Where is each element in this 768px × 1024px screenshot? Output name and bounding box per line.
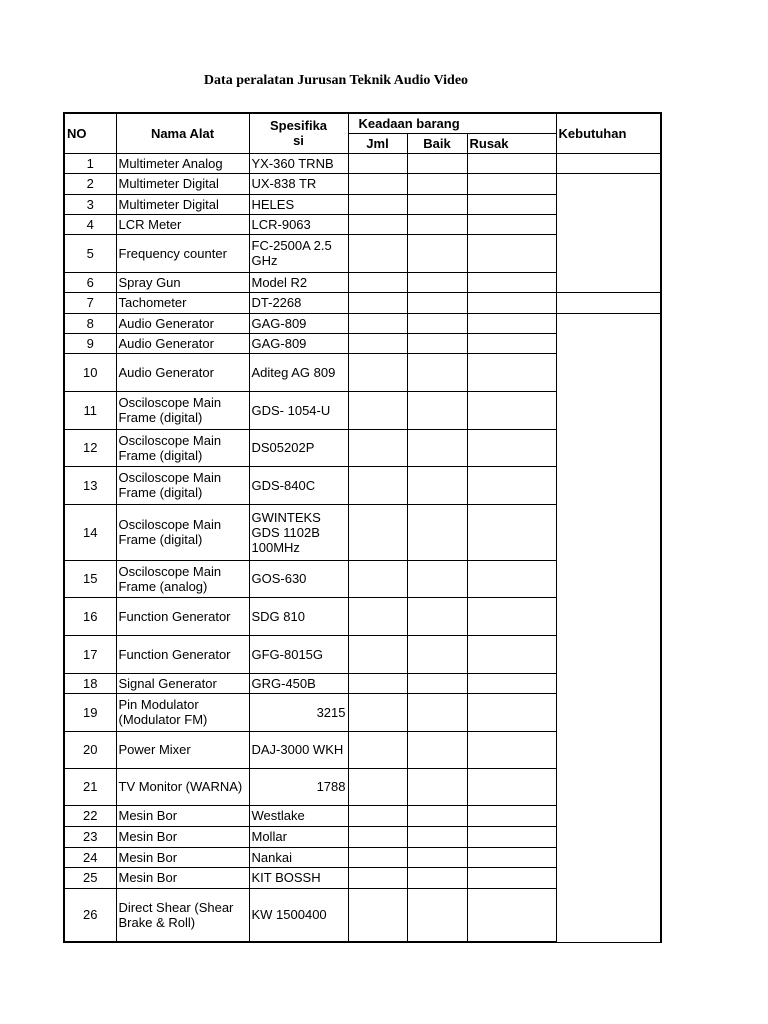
cell-rusak <box>467 731 556 768</box>
cell-no: 11 <box>64 391 116 429</box>
cell-spesifikasi: 1788 <box>249 768 348 805</box>
cell-baik <box>407 214 467 234</box>
cell-rusak <box>467 673 556 693</box>
cell-spesifikasi: DAJ-3000 WKH <box>249 731 348 768</box>
cell-nama-alat: Power Mixer <box>116 731 249 768</box>
cell-nama-alat: Tachometer <box>116 292 249 313</box>
header-jml: Jml <box>348 133 407 153</box>
cell-nama-alat: Multimeter Digital <box>116 194 249 214</box>
cell-nama-alat: Osciloscope Main Frame (digital) <box>116 504 249 560</box>
cell-no: 1 <box>64 153 116 173</box>
cell-nama-alat: Osciloscope Main Frame (analog) <box>116 560 249 597</box>
cell-rusak <box>467 313 556 333</box>
cell-jml <box>348 173 407 194</box>
table-row <box>64 173 661 194</box>
cell-rusak <box>467 826 556 847</box>
cell-jml <box>348 313 407 333</box>
cell-rusak <box>467 693 556 731</box>
cell-baik <box>407 429 467 466</box>
cell-no: 16 <box>64 597 116 635</box>
cell-jml <box>348 214 407 234</box>
cell-no: 24 <box>64 847 116 867</box>
cell-spesifikasi: FC-2500A 2.5 GHz <box>249 234 348 272</box>
cell-jml <box>348 731 407 768</box>
cell-no: 13 <box>64 466 116 504</box>
cell-rusak <box>467 504 556 560</box>
cell-no: 5 <box>64 234 116 272</box>
cell-spesifikasi: GAG-809 <box>249 313 348 333</box>
cell-spesifikasi: 3215 <box>249 693 348 731</box>
cell-rusak <box>467 429 556 466</box>
cell-rusak <box>467 173 556 194</box>
cell-no: 20 <box>64 731 116 768</box>
cell-nama-alat: Direct Shear (Shear Brake & Roll) <box>116 888 249 942</box>
cell-baik <box>407 333 467 353</box>
cell-baik <box>407 826 467 847</box>
cell-jml <box>348 272 407 292</box>
cell-spesifikasi: Westlake <box>249 805 348 826</box>
cell-jml <box>348 466 407 504</box>
cell-rusak <box>467 805 556 826</box>
cell-jml <box>348 333 407 353</box>
cell-spesifikasi: LCR-9063 <box>249 214 348 234</box>
cell-no: 2 <box>64 173 116 194</box>
cell-baik <box>407 693 467 731</box>
cell-rusak <box>467 847 556 867</box>
cell-baik <box>407 597 467 635</box>
cell-nama-alat: Multimeter Analog <box>116 153 249 173</box>
cell-jml <box>348 693 407 731</box>
cell-no: 10 <box>64 353 116 391</box>
cell-no: 25 <box>64 867 116 888</box>
header-spesifikasi: Spesifika si <box>249 113 348 153</box>
cell-kebutuhan <box>556 173 661 292</box>
cell-spesifikasi: Aditeg AG 809 <box>249 353 348 391</box>
cell-baik <box>407 153 467 173</box>
cell-jml <box>348 391 407 429</box>
cell-spesifikasi: DT-2268 <box>249 292 348 313</box>
cell-rusak <box>467 768 556 805</box>
cell-nama-alat: Mesin Bor <box>116 847 249 867</box>
cell-nama-alat: Signal Generator <box>116 673 249 693</box>
cell-rusak <box>467 560 556 597</box>
cell-nama-alat: LCR Meter <box>116 214 249 234</box>
cell-rusak <box>467 888 556 942</box>
cell-no: 19 <box>64 693 116 731</box>
cell-baik <box>407 504 467 560</box>
cell-baik <box>407 173 467 194</box>
header-keadaan-barang: Keadaan barang <box>348 113 556 133</box>
cell-baik <box>407 272 467 292</box>
cell-spesifikasi: Nankai <box>249 847 348 867</box>
cell-jml <box>348 429 407 466</box>
cell-spesifikasi: HELES <box>249 194 348 214</box>
cell-baik <box>407 635 467 673</box>
cell-jml <box>348 867 407 888</box>
cell-nama-alat: Osciloscope Main Frame (digital) <box>116 466 249 504</box>
cell-spesifikasi: KW 1500400 <box>249 888 348 942</box>
cell-baik <box>407 234 467 272</box>
cell-nama-alat: Audio Generator <box>116 333 249 353</box>
cell-jml <box>348 847 407 867</box>
cell-rusak <box>467 272 556 292</box>
cell-baik <box>407 560 467 597</box>
cell-jml <box>348 194 407 214</box>
cell-spesifikasi: GAG-809 <box>249 333 348 353</box>
cell-no: 8 <box>64 313 116 333</box>
cell-kebutuhan <box>556 153 661 173</box>
header-kebutuhan: Kebutuhan <box>556 113 661 153</box>
cell-rusak <box>467 353 556 391</box>
cell-nama-alat: Function Generator <box>116 597 249 635</box>
cell-no: 23 <box>64 826 116 847</box>
cell-nama-alat: Frequency counter <box>116 234 249 272</box>
cell-baik <box>407 888 467 942</box>
cell-spesifikasi: GFG-8015G <box>249 635 348 673</box>
cell-no: 18 <box>64 673 116 693</box>
cell-no: 6 <box>64 272 116 292</box>
cell-no: 22 <box>64 805 116 826</box>
cell-nama-alat: Function Generator <box>116 635 249 673</box>
cell-baik <box>407 466 467 504</box>
cell-no: 9 <box>64 333 116 353</box>
cell-nama-alat: Osciloscope Main Frame (digital) <box>116 429 249 466</box>
cell-spesifikasi: DS05202P <box>249 429 348 466</box>
cell-no: 14 <box>64 504 116 560</box>
cell-rusak <box>467 635 556 673</box>
cell-rusak <box>467 153 556 173</box>
cell-jml <box>348 826 407 847</box>
cell-jml <box>348 673 407 693</box>
cell-spesifikasi: Mollar <box>249 826 348 847</box>
cell-rusak <box>467 214 556 234</box>
cell-nama-alat: Mesin Bor <box>116 805 249 826</box>
cell-no: 4 <box>64 214 116 234</box>
cell-jml <box>348 292 407 313</box>
cell-baik <box>407 673 467 693</box>
cell-rusak <box>467 333 556 353</box>
cell-nama-alat: Mesin Bor <box>116 826 249 847</box>
cell-spesifikasi: GDS- 1054-U <box>249 391 348 429</box>
header-nama-alat: Nama Alat <box>116 113 249 153</box>
cell-spesifikasi: SDG 810 <box>249 597 348 635</box>
cell-no: 17 <box>64 635 116 673</box>
cell-rusak <box>467 466 556 504</box>
cell-baik <box>407 847 467 867</box>
cell-rusak <box>467 867 556 888</box>
cell-baik <box>407 194 467 214</box>
cell-jml <box>348 597 407 635</box>
cell-no: 15 <box>64 560 116 597</box>
cell-nama-alat: Osciloscope Main Frame (digital) <box>116 391 249 429</box>
cell-nama-alat: Multimeter Digital <box>116 173 249 194</box>
equipment-table <box>63 112 662 943</box>
cell-spesifikasi: UX-838 TR <box>249 173 348 194</box>
cell-rusak <box>467 597 556 635</box>
cell-kebutuhan <box>556 313 661 942</box>
cell-no: 12 <box>64 429 116 466</box>
cell-spesifikasi: Model R2 <box>249 272 348 292</box>
cell-no: 21 <box>64 768 116 805</box>
cell-kebutuhan <box>556 292 661 313</box>
header-no: NO <box>64 113 116 153</box>
cell-jml <box>348 805 407 826</box>
cell-jml <box>348 635 407 673</box>
cell-baik <box>407 292 467 313</box>
cell-baik <box>407 805 467 826</box>
cell-baik <box>407 313 467 333</box>
table-row <box>64 153 661 173</box>
cell-jml <box>348 153 407 173</box>
cell-baik <box>407 391 467 429</box>
cell-nama-alat: TV Monitor (WARNA) <box>116 768 249 805</box>
cell-jml <box>348 768 407 805</box>
cell-nama-alat: Audio Generator <box>116 353 249 391</box>
cell-jml <box>348 234 407 272</box>
page-title: Data peralatan Jurusan Teknik Audio Video <box>203 73 469 88</box>
cell-spesifikasi: KIT BOSSH <box>249 867 348 888</box>
cell-rusak <box>467 292 556 313</box>
cell-spesifikasi: GOS-630 <box>249 560 348 597</box>
cell-rusak <box>467 391 556 429</box>
cell-baik <box>407 867 467 888</box>
cell-no: 7 <box>64 292 116 313</box>
cell-jml <box>348 353 407 391</box>
cell-jml <box>348 504 407 560</box>
cell-baik <box>407 731 467 768</box>
cell-baik <box>407 768 467 805</box>
cell-spesifikasi: GRG-450B <box>249 673 348 693</box>
cell-nama-alat: Mesin Bor <box>116 867 249 888</box>
header-baik: Baik <box>407 133 467 153</box>
cell-nama-alat: Spray Gun <box>116 272 249 292</box>
cell-jml <box>348 888 407 942</box>
cell-spesifikasi: GDS-840C <box>249 466 348 504</box>
table-row <box>64 292 661 313</box>
cell-rusak <box>467 234 556 272</box>
cell-spesifikasi: GWINTEKS GDS 1102B 100MHz <box>249 504 348 560</box>
cell-spesifikasi: YX-360 TRNB <box>249 153 348 173</box>
cell-no: 3 <box>64 194 116 214</box>
cell-nama-alat: Pin Modulator (Modulator FM) <box>116 693 249 731</box>
cell-no: 26 <box>64 888 116 942</box>
cell-rusak <box>467 194 556 214</box>
header-rusak: Rusak <box>467 133 556 153</box>
cell-baik <box>407 353 467 391</box>
table-row <box>64 313 661 333</box>
cell-jml <box>348 560 407 597</box>
cell-nama-alat: Audio Generator <box>116 313 249 333</box>
